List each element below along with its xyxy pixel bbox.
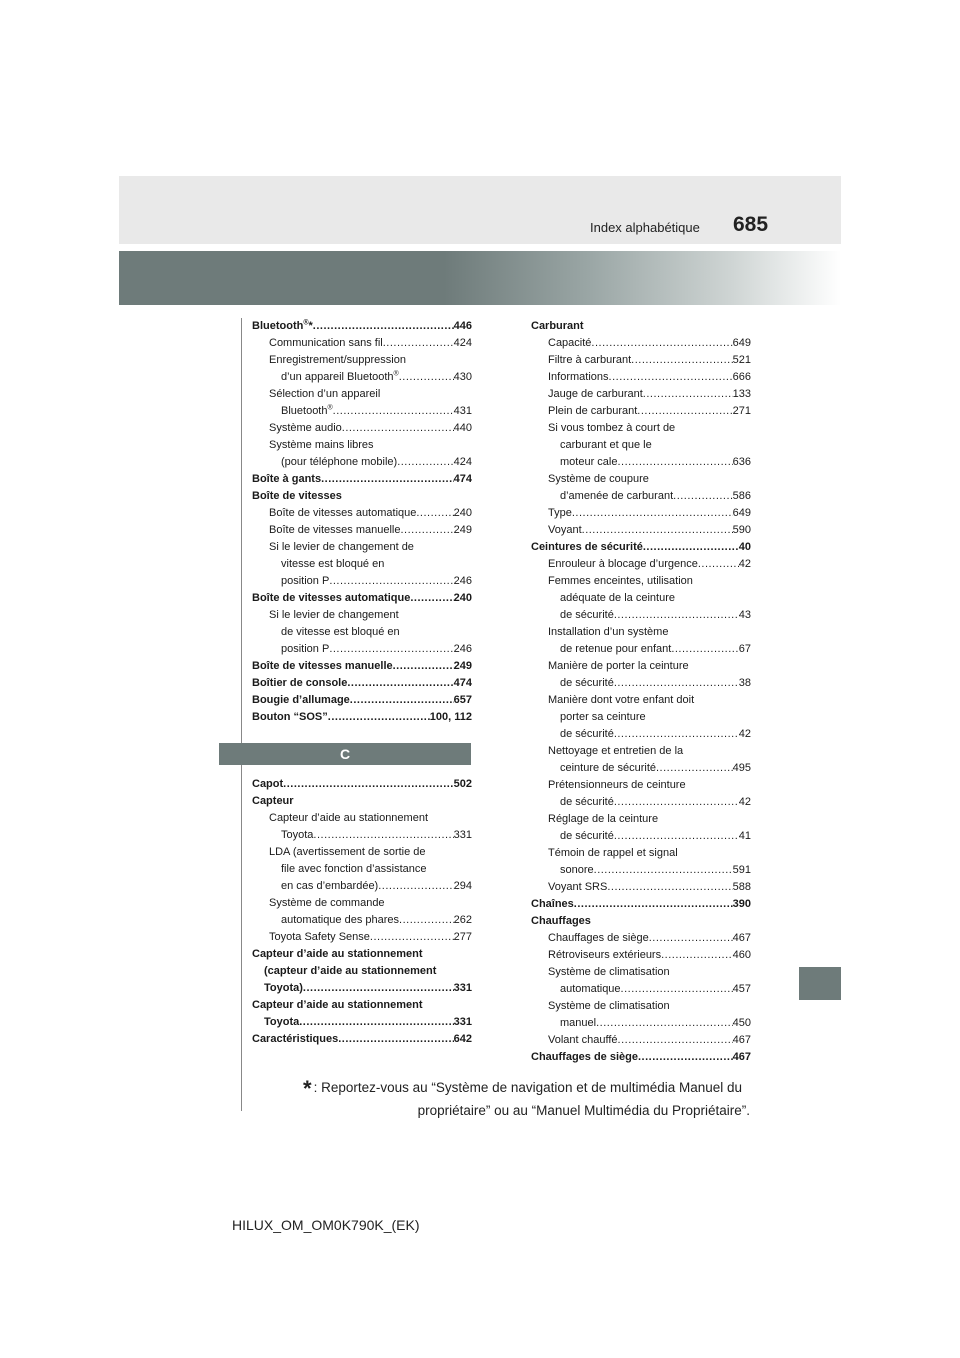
entry-page-number: 636 — [732, 456, 751, 468]
index-column-left — [252, 318, 472, 726]
entry-text: de sécurité — [560, 830, 614, 842]
index-entry — [531, 1049, 751, 1066]
dot-leader — [621, 981, 733, 998]
entry-page-number: 642 — [453, 1033, 472, 1045]
entry-text: position P — [281, 575, 330, 587]
dot-leader — [399, 369, 454, 386]
entry-text: Boîte de vitesses automatique — [252, 592, 411, 604]
entry-page-number: 649 — [732, 507, 751, 519]
entry-page-number: 246 — [453, 575, 472, 587]
dot-leader — [673, 488, 733, 505]
entry-page-number: 100, 112 — [429, 711, 472, 723]
dot-leader — [328, 709, 430, 726]
entry-text: Informations — [548, 371, 609, 383]
dot-leader — [342, 420, 454, 437]
entry-text: Prétensionneurs de ceinture — [548, 779, 686, 791]
entry-text: Si le levier de changement de — [269, 541, 414, 553]
entry-page-number: 240 — [453, 507, 472, 519]
index-entry — [531, 454, 751, 471]
entry-page-number: 450 — [732, 1017, 751, 1029]
index-entry — [531, 794, 751, 811]
entry-text: Chauffages de siège — [531, 1051, 638, 1063]
entry-text: Boîte de vitesses — [252, 490, 342, 502]
index-entry — [252, 437, 472, 454]
dot-leader — [671, 641, 738, 658]
entry-page-number: 440 — [453, 422, 472, 434]
index-entry — [252, 878, 472, 895]
entry-text: (capteur d’aide au stationnement — [264, 965, 437, 977]
index-entry — [531, 998, 751, 1015]
entry-text: Bluetooth® — [281, 404, 333, 417]
index-entry — [531, 590, 751, 607]
entry-text: adéquate de la ceinture — [560, 592, 675, 604]
entry-page-number: 249 — [453, 524, 472, 536]
dot-leader — [609, 369, 733, 386]
dot-leader — [614, 828, 739, 845]
dot-leader — [649, 930, 733, 947]
index-entry — [531, 675, 751, 692]
index-entry — [252, 488, 472, 505]
index-entry — [531, 335, 751, 352]
index-entry — [252, 471, 472, 488]
entry-text: Type — [548, 507, 572, 519]
index-entry — [252, 505, 472, 522]
entry-page-number: 474 — [453, 677, 472, 689]
entry-text: Système de commande — [269, 897, 385, 909]
index-entry — [531, 811, 751, 828]
entry-page-number: 521 — [732, 354, 751, 366]
entry-text: Système de climatisation — [548, 966, 670, 978]
entry-page-number: 246 — [453, 643, 472, 655]
dot-leader — [321, 471, 454, 488]
index-column-c — [252, 776, 472, 1048]
entry-page-number: 38 — [738, 677, 751, 689]
entry-text: Bouton “SOS” — [252, 711, 328, 723]
entry-text: carburant et que le — [560, 439, 652, 451]
entry-page-number: 43 — [738, 609, 751, 621]
index-entry — [531, 386, 751, 403]
entry-text: en cas d’embardée) — [281, 880, 379, 892]
entry-text: manuel — [560, 1017, 597, 1029]
entry-page-number: 41 — [738, 830, 751, 842]
entry-text: Femmes enceintes, utilisation — [548, 575, 693, 587]
entry-text: Plein de carburant — [548, 405, 638, 417]
index-entry — [531, 913, 751, 930]
dot-leader — [313, 318, 454, 335]
index-entry — [252, 522, 472, 539]
entry-page-number: 424 — [453, 456, 472, 468]
index-entry — [531, 318, 751, 335]
entry-page-number: 133 — [732, 388, 751, 400]
index-entry — [531, 573, 751, 590]
entry-text: Installation d’un système — [548, 626, 669, 638]
index-entry — [531, 658, 751, 675]
index-entry — [531, 403, 751, 420]
index-entry — [252, 810, 472, 827]
index-entry — [252, 590, 472, 607]
entry-page-number: 271 — [732, 405, 751, 417]
entry-text: Filtre à carburant — [548, 354, 632, 366]
dot-leader — [614, 607, 739, 624]
entry-page-number: 249 — [453, 660, 472, 672]
index-entry — [531, 930, 751, 947]
index-entry — [531, 692, 751, 709]
index-entry — [252, 352, 472, 369]
entry-page-number: 390 — [732, 898, 751, 910]
dot-leader — [399, 912, 454, 929]
entry-text: de vitesse est bloqué en — [281, 626, 400, 638]
entry-page-number: 240 — [453, 592, 472, 604]
entry-text: Enregistrement/suppression — [269, 354, 406, 366]
index-entry — [531, 420, 751, 437]
index-entry — [531, 437, 751, 454]
column-divider — [241, 318, 242, 1111]
entry-text: de sécurité — [560, 677, 614, 689]
entry-text: Voyant — [548, 524, 582, 536]
index-entry — [531, 522, 751, 539]
dot-leader — [637, 403, 732, 420]
entry-text: (pour téléphone mobile) — [281, 456, 398, 468]
index-entry — [252, 658, 472, 675]
dot-leader — [661, 947, 733, 964]
dot-leader — [400, 522, 453, 539]
entry-page-number: 649 — [732, 337, 751, 349]
index-entry — [252, 709, 472, 726]
entry-text: Système de coupure — [548, 473, 649, 485]
dot-leader — [333, 403, 454, 420]
entry-text: porter sa ceinture — [560, 711, 646, 723]
index-entry — [252, 912, 472, 929]
entry-page-number: 430 — [453, 371, 472, 383]
index-entry — [531, 539, 751, 556]
entry-page-number: 467 — [732, 1051, 751, 1063]
entry-text: Système de climatisation — [548, 1000, 670, 1012]
entry-text: ceinture de sécurité — [560, 762, 656, 774]
index-entry — [531, 505, 751, 522]
dot-leader — [594, 862, 733, 879]
entry-text: Chauffages de siège — [548, 932, 649, 944]
entry-page-number: 457 — [732, 983, 751, 995]
dot-leader — [614, 726, 739, 743]
dot-leader — [350, 692, 454, 709]
dot-leader — [303, 980, 454, 997]
index-entry — [252, 827, 472, 844]
dot-leader — [643, 539, 739, 556]
entry-text: Manière dont votre enfant doit — [548, 694, 695, 706]
index-entry — [252, 675, 472, 692]
entry-text: Bluetooth®* — [252, 319, 313, 332]
entry-text: Toyota — [281, 829, 314, 841]
dot-leader — [631, 352, 732, 369]
entry-text: Capteur — [252, 795, 294, 807]
entry-page-number: 446 — [453, 320, 472, 332]
entry-text: Système mains libres — [269, 439, 374, 451]
entry-page-number: 657 — [453, 694, 472, 706]
entry-text: Chauffages — [531, 915, 591, 927]
entry-text: Boîte de vitesses manuelle — [252, 660, 393, 672]
index-entry — [252, 946, 472, 963]
index-entry — [531, 777, 751, 794]
entry-text: Carburant — [531, 320, 584, 332]
entry-page-number: 262 — [453, 914, 472, 926]
entry-text: Capacité — [548, 337, 592, 349]
dot-leader — [572, 505, 733, 522]
index-entry — [252, 861, 472, 878]
entry-text: Toyota — [264, 1016, 300, 1028]
dot-leader — [591, 335, 732, 352]
entry-text: Voyant SRS — [548, 881, 608, 893]
index-column-right — [531, 318, 751, 1066]
index-entry — [531, 471, 751, 488]
dot-leader — [617, 454, 732, 471]
entry-text: position P — [281, 643, 330, 655]
page-number: 685 — [733, 213, 769, 236]
dot-leader — [698, 556, 739, 573]
index-entry — [531, 964, 751, 981]
index-entry — [252, 641, 472, 658]
index-entry — [252, 573, 472, 590]
entry-text: sonore — [560, 864, 594, 876]
index-entry — [252, 386, 472, 403]
index-entry — [531, 862, 751, 879]
index-entry — [531, 607, 751, 624]
entry-text: Toyota Safety Sense — [269, 931, 370, 943]
index-entry — [252, 335, 472, 352]
index-entry — [252, 624, 472, 641]
index-entry — [252, 420, 472, 437]
index-entry — [531, 1032, 751, 1049]
letter-heading-c: C — [219, 743, 471, 765]
entry-text: de sécurité — [560, 609, 614, 621]
entry-text: Enrouleur à blocage d’urgence — [548, 558, 698, 570]
index-entry — [252, 793, 472, 810]
entry-page-number: 460 — [732, 949, 751, 961]
entry-page-number: 40 — [738, 541, 751, 553]
index-entry — [531, 947, 751, 964]
entry-page-number: 331 — [453, 1016, 472, 1028]
entry-text: Système audio — [269, 422, 342, 434]
dot-leader — [338, 1031, 453, 1048]
index-entry — [252, 607, 472, 624]
index-entry — [531, 760, 751, 777]
entry-text: Ceintures de sécurité — [531, 541, 643, 553]
entry-text: automatique — [560, 983, 621, 995]
dot-leader — [596, 1015, 733, 1032]
index-entry — [252, 929, 472, 946]
entry-page-number: 67 — [738, 643, 751, 655]
dot-leader — [410, 590, 453, 607]
decorative-gradient-bar — [119, 251, 841, 305]
entry-text: automatique des phares — [281, 914, 400, 926]
index-entry — [531, 556, 751, 573]
entry-text: file avec fonction d’assistance — [281, 863, 427, 875]
dot-leader — [638, 1049, 733, 1066]
entry-text: Capteur d’aide au stationnement — [252, 999, 423, 1011]
entry-text: Sélection d’un appareil — [269, 388, 381, 400]
index-entry — [252, 556, 472, 573]
dot-leader — [607, 879, 732, 896]
dot-leader — [313, 827, 453, 844]
footnote-star: * — [303, 1076, 312, 1101]
entry-text: vitesse est bloqué en — [281, 558, 385, 570]
index-entry — [531, 488, 751, 505]
index-entry — [531, 624, 751, 641]
dot-leader — [299, 1014, 453, 1031]
dot-leader — [329, 641, 453, 658]
entry-page-number: 666 — [732, 371, 751, 383]
entry-page-number: 467 — [732, 932, 751, 944]
entry-text: Boîtier de console — [252, 677, 348, 689]
dot-leader — [582, 522, 733, 539]
index-entry — [252, 369, 472, 386]
entry-text: de sécurité — [560, 796, 614, 808]
entry-text: Rétroviseurs extérieurs — [548, 949, 662, 961]
entry-page-number: 474 — [453, 473, 472, 485]
entry-text: Jauge de carburant — [548, 388, 643, 400]
index-entry — [252, 980, 472, 997]
entry-page-number: 331 — [453, 829, 472, 841]
dot-leader — [614, 675, 739, 692]
index-entry — [252, 403, 472, 420]
index-entry — [252, 776, 472, 793]
entry-page-number: 591 — [732, 864, 751, 876]
index-entry — [531, 896, 751, 913]
section-title: Index alphabétique — [590, 220, 700, 235]
entry-text: Caractéristiques — [252, 1033, 339, 1045]
index-entry — [531, 743, 751, 760]
entry-page-number: 588 — [732, 881, 751, 893]
index-entry — [252, 963, 472, 980]
entry-page-number: 42 — [738, 728, 751, 740]
dot-leader — [393, 658, 454, 675]
dot-leader — [614, 794, 739, 811]
entry-text: Boîte de vitesses manuelle — [269, 524, 401, 536]
entry-page-number: 467 — [732, 1034, 751, 1046]
entry-text: Bougie d’allumage — [252, 694, 350, 706]
entry-text: Témoin de rappel et signal — [548, 847, 678, 859]
dot-leader — [618, 1032, 733, 1049]
index-entry — [531, 641, 751, 658]
index-entry — [531, 1015, 751, 1032]
entry-page-number: 495 — [732, 762, 751, 774]
dot-leader — [329, 573, 453, 590]
index-entry — [531, 369, 751, 386]
entry-text: Volant chauffé — [548, 1034, 618, 1046]
index-entry — [252, 1014, 472, 1031]
index-entry — [252, 1031, 472, 1048]
entry-page-number: 42 — [738, 558, 751, 570]
index-entry — [252, 895, 472, 912]
entry-text: Manière de porter la ceinture — [548, 660, 689, 672]
entry-text: Si vous tombez à court de — [548, 422, 676, 434]
entry-page-number: 586 — [732, 490, 751, 502]
index-entry — [252, 539, 472, 556]
entry-text: d’un appareil Bluetooth® — [281, 370, 399, 383]
footnote — [303, 1077, 750, 1122]
index-entry — [531, 845, 751, 862]
footnote-line-2: propriétaire” ou au “Manuel Multimédia du Propriétaire”. — [417, 1103, 750, 1118]
document-code: HILUX_OM_OM0K790K_(EK) — [232, 1217, 420, 1233]
entry-text: de retenue pour enfant — [560, 643, 672, 655]
index-entry — [531, 352, 751, 369]
dot-leader — [370, 929, 454, 946]
dot-leader — [383, 335, 454, 352]
entry-text: Réglage de la ceinture — [548, 813, 659, 825]
entry-text: Communication sans fil — [269, 337, 383, 349]
index-entry — [531, 879, 751, 896]
entry-page-number: 590 — [732, 524, 751, 536]
entry-page-number: 424 — [453, 337, 472, 349]
dot-leader — [283, 776, 453, 793]
index-entry — [531, 726, 751, 743]
entry-text: Capteur d’aide au stationnement — [269, 812, 428, 824]
dot-leader — [574, 896, 733, 913]
footnote-line-1: : Reportez-vous au “Système de navigation et de multimédia Manuel du — [313, 1080, 743, 1095]
entry-text: LDA (avertissement de sortie de — [269, 846, 426, 858]
dot-leader — [656, 760, 733, 777]
entry-text: de sécurité — [560, 728, 614, 740]
index-entry — [252, 997, 472, 1014]
entry-text: Capot — [252, 778, 284, 790]
index-entry — [531, 709, 751, 726]
entry-page-number: 294 — [453, 880, 472, 892]
index-entry — [252, 844, 472, 861]
entry-text: Nettoyage et entretien de la — [548, 745, 684, 757]
entry-page-number: 331 — [453, 982, 472, 994]
index-entry — [252, 454, 472, 471]
entry-page-number: 277 — [453, 931, 472, 943]
index-entry — [531, 828, 751, 845]
entry-text: moteur cale — [560, 456, 618, 468]
entry-text: Capteur d’aide au stationnement — [252, 948, 423, 960]
index-entry — [252, 692, 472, 709]
entry-text: Chaînes — [531, 898, 574, 910]
entry-text: d’amenée de carburant — [560, 490, 674, 502]
chapter-side-tab — [799, 967, 841, 1000]
dot-leader — [643, 386, 733, 403]
dot-leader — [347, 675, 453, 692]
entry-text: Si le levier de changement — [269, 609, 399, 621]
dot-leader — [378, 878, 453, 895]
entry-page-number: 42 — [738, 796, 751, 808]
index-entry — [531, 981, 751, 998]
index-entry — [252, 318, 472, 335]
entry-text: Boîte de vitesses automatique — [269, 507, 417, 519]
entry-text: Toyota) — [264, 982, 303, 994]
entry-page-number: 431 — [453, 405, 472, 417]
dot-leader — [397, 454, 453, 471]
entry-text: Boîte à gants — [252, 473, 322, 485]
dot-leader — [416, 505, 453, 522]
entry-page-number: 502 — [453, 778, 472, 790]
